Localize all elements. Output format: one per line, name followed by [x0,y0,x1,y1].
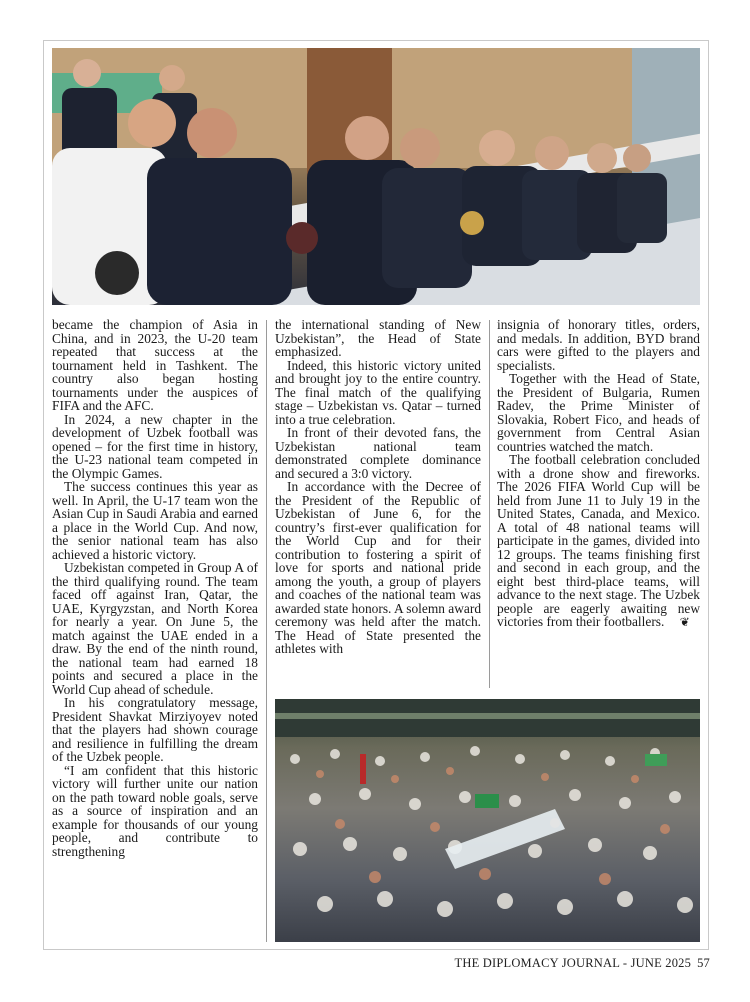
paragraph: In accordance with the Decree of the President of the Republic of Uzbekistan of June 6, for the country’s first-ever qualification for the World Cup and for their contribution to fostering a spirit of love for sports and national pride among the youth, a group of players and coaches of the national team was awarded state honors. A solemn award ceremony was held after the match. The Head of State presented the athletes with [275,479,482,656]
paragraph-text: The football celebration concluded with a drone show and fireworks. The 2026 FIFA World Cup will be held from June 11 to July 19 in the United States, Canada, and Mexico. A total of 48 national teams will participate in the games, divided into 12 groups. The teams finishing first and second in each group, and the eight best third-place teams, will advance to the next stage. The Uzbek people are eagerly awaiting new victories from their footballers. [497,452,700,629]
paragraph: Uzbekistan competed in Group A of the third qualifying round. The team faced off against Iran, Qatar, the UAE, Kyrgyzstan, and North Korea for nearly a year. On June 5, the match against the UAE ended in a draw. By the end of the ninth round, the national team had earned 18 points and secured a place in the World Cup ahead of schedule. [52,560,258,697]
page-footer [455,956,710,971]
column-divider [266,320,267,942]
paragraph: Indeed, this historic victory united and brought joy to the entire country. The final match of the qualifying stage – Uzbekistan vs. Qatar – turned into a true celebration. [275,357,481,427]
publication-name: THE DIPLOMACY JOURNAL - JUNE 2025 [454,956,692,970]
article-column-3 [497,318,700,690]
paragraph [497,453,700,630]
paragraph: “I am confident that this historic victory will further unite our nation on the path toward noble goals, serve as a source of inspiration and an example for thousands of our young people, and contribute to strengthening [52,762,258,859]
end-mark-icon: ❦ [679,615,690,629]
page-number: 57 [697,956,710,970]
paragraph: The success continues this year as well. In April, the U-17 team won the Asian Cup in Saudi Arabia and earned a place in the World Cup. And now, the senior national team has also achieved a historic victory. [52,479,258,562]
paragraph: In front of their devoted fans, the Uzbekistan national team demonstrated complete dominance and secured a 3:0 victory. [275,425,481,481]
paragraph: the international standing of New Uzbekistan”, the Head of State emphasized. [275,317,481,359]
paragraph: became the champion of Asia in China, and in 2023, the U-20 team repeated that success at the tournament held in Tashkent. The country also began hosting tournaments under the auspices of FIFA and the AFC. [52,317,258,413]
article-column-1 [52,318,258,944]
paragraph: In his congratulatory message, President Shavkat Mirziyoyev noted that the players had shown courage and resilience in fulfilling the dream of the Uzbek people. [52,695,258,764]
paragraph: insignia of honorary titles, orders, and medals. In addition, BYD brand cars were gifted to the players and specialists. [497,317,700,373]
officials-watching-match-photo [52,48,700,305]
paragraph: In 2024, a new chapter in the development of Uzbek football was opened – for the first time in history, the U-23 national team competed in the Olympic Games. [52,411,258,481]
officials-photo-icon [52,48,700,305]
crowd-photo-icon [275,699,700,942]
stadium-crowd-photo [275,699,700,942]
column-divider [489,320,490,688]
paragraph: Together with the Head of State, the President of Bulgaria, Rumen Radev, the Prime Minister of Slovakia, Robert Fico, and heads of government from Central Asian countries watched the match. [497,371,700,454]
article-column-2 [275,318,481,690]
